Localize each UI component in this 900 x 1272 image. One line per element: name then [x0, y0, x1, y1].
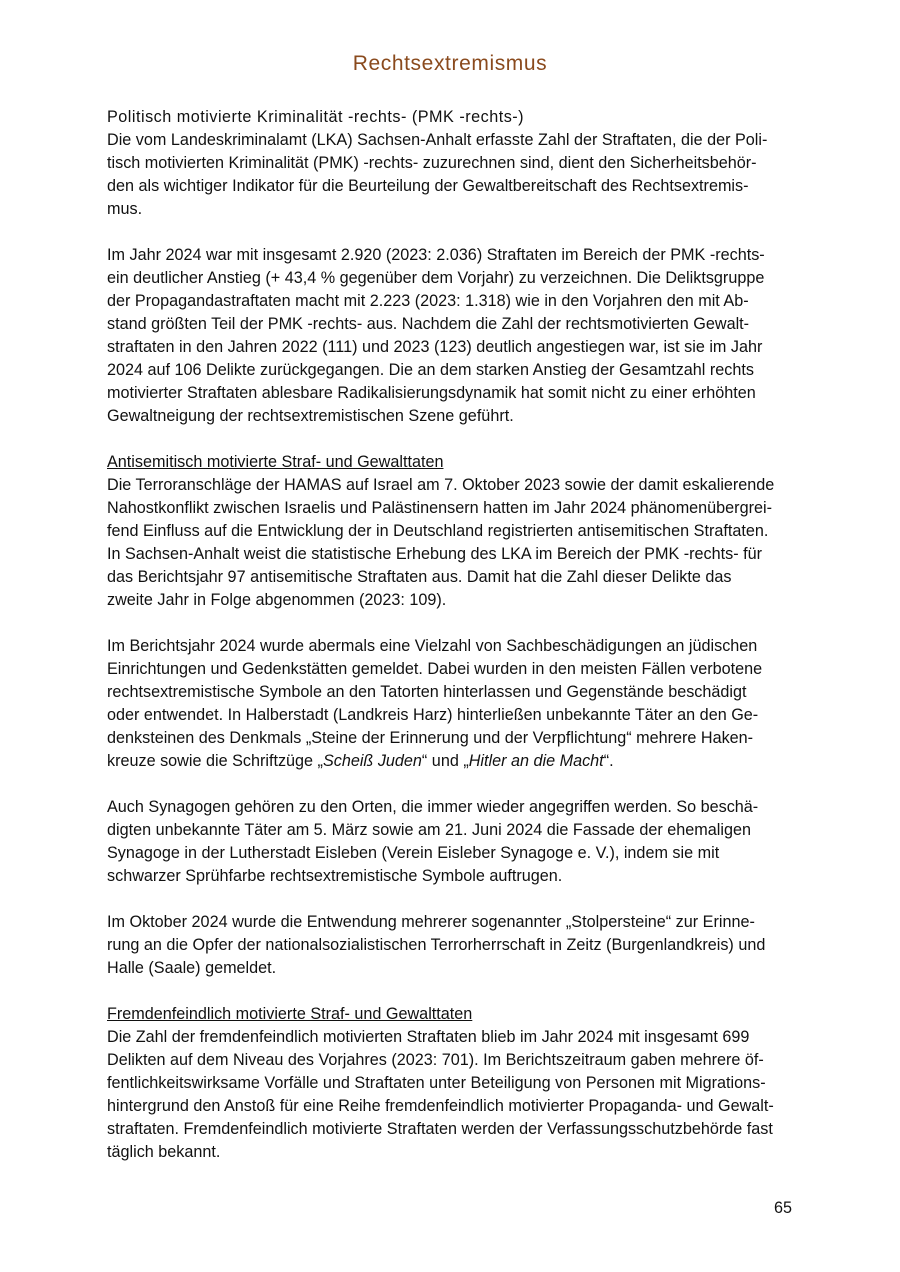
text-line: Die vom Landeskriminalamt (LKA) Sachsen-Anhalt erfasste Zahl der Straftaten, die der Poli- — [107, 131, 768, 149]
text-line: das Berichtsjahr 97 antisemitische Straftaten aus. Damit hat die Zahl dieser Delikte das — [107, 568, 732, 586]
text-line: Nahostkonflikt zwischen Israelis und Palästinensern hatten im Jahr 2024 phänomenübergrei- — [107, 499, 772, 517]
text-line: denksteinen des Denkmals „Steine der Erinnerung und der Verpflichtung“ mehrere Haken- — [107, 729, 754, 747]
text-line: Im Berichtsjahr 2024 wurde abermals eine Vielzahl von Sachbeschädigungen an jüdischen — [107, 637, 758, 655]
text-line: Im Oktober 2024 wurde die Entwendung mehrerer sogenannter „Stolpersteine“ zur Erinne- — [107, 913, 755, 931]
text-line: fend Einfluss auf die Entwicklung der in Deutschland registrierten antisemitischen Straftaten. — [107, 522, 769, 540]
quote-hitler: Hitler an die Macht — [468, 752, 604, 770]
text-line: tisch motivierten Kriminalität (PMK) -rechts- zuzurechnen sind, dient den Sicherheitsbehör- — [107, 154, 757, 172]
text-line: straftaten. Fremdenfeindlich motivierte Straftaten werden der Verfassungsschutzbehörde fast — [107, 1120, 773, 1138]
page-number: 65 — [773, 1199, 792, 1217]
text-line: rechtsextremistische Symbole an den Tatorten hinterlassen und Gegenstände beschädigt — [107, 683, 747, 701]
text-line: Einrichtungen und Gedenkstätten gemeldet. Dabei wurden in den meisten Fällen verbotene — [107, 660, 763, 678]
quote-scheiss-juden: Scheiß Juden — [322, 752, 422, 770]
text-line: der Propagandastraftaten macht mit 2.223 (2023: 1.318) wie in den Vorjahren den mit Ab- — [107, 292, 749, 310]
text-line: zweite Jahr in Folge abgenommen (2023: 109). — [107, 591, 447, 609]
section-label: Politisch motivierte Kriminalität -rechts- (PMK -rechts-) — [107, 108, 525, 126]
text-line: digten unbekannte Täter am 5. März sowie am 21. Juni 2024 die Fassade der ehemaligen — [107, 821, 751, 839]
text-line: 2024 auf 106 Delikte zurückgegangen. Die an dem starken Anstieg der Gesamtzahl rechts — [107, 361, 754, 379]
text-line: Die Terroranschläge der HAMAS auf Israel am 7. Oktober 2023 sowie der damit eskalierende — [107, 476, 775, 494]
quote-prefix: kreuze sowie die Schriftzüge „ — [107, 752, 323, 770]
text-line: täglich bekannt. — [107, 1143, 221, 1161]
page-content — [107, 106, 797, 1164]
text-line: Auch Synagogen gehören zu den Orten, die immer wieder angegriffen werden. So beschä- — [107, 798, 759, 816]
text-line: Im Jahr 2024 war mit insgesamt 2.920 (2023: 2.036) Straftaten im Bereich der PMK -rechts- — [107, 246, 765, 264]
text-line: fentlichkeitswirksame Vorfälle und Straftaten unter Beteiligung von Personen mit Migrations- — [107, 1074, 766, 1092]
paragraph-antisemitic-damage — [107, 635, 797, 773]
quote-middle: “ und „ — [421, 752, 469, 770]
text-line: rung an die Opfer der nationalsozialistischen Terrorherrschaft in Zeitz (Burgenlandkreis) und — [107, 936, 766, 954]
text-line: straftaten in den Jahren 2022 (111) und 2023 (123) deutlich angestiegen war, ist sie im Jahr — [107, 338, 763, 356]
text-line: In Sachsen-Anhalt weist die statistische Erhebung des LKA im Bereich der PMK -rechts- für — [107, 545, 763, 563]
text-line: Gewaltneigung der rechtsextremistischen Szene geführt. — [107, 407, 514, 425]
paragraph-xenophobic-overview — [107, 1026, 797, 1164]
text-line: motivierter Straftaten ablesbare Radikalisierungsdynamik hat somit nicht zu einer erhöhten — [107, 384, 756, 402]
text-line: stand größten Teil der PMK -rechts- aus. Nachdem die Zahl der rechtsmotivierten Gewalt- — [107, 315, 750, 333]
text-line: oder entwendet. In Halberstadt (Landkreis Harz) hinterließen unbekannte Täter an den Ge- — [107, 706, 759, 724]
text-line: ein deutlicher Anstieg (+ 43,4 % gegenüber dem Vorjahr) zu verzeichnen. Die Deliktsgruppe — [107, 269, 765, 287]
text-line: den als wichtiger Indikator für die Beurteilung der Gewaltbereitschaft des Rechtsextremis- — [107, 177, 749, 195]
paragraph-pmk-statistics — [107, 244, 797, 428]
text-line: hintergrund den Anstoß für eine Reihe fremdenfeindlich motivierter Propaganda- und Gewalt- — [107, 1097, 774, 1115]
text-line: Halle (Saale) gemeldet. — [107, 959, 277, 977]
text-line: Synagoge in der Lutherstadt Eisleben (Verein Eisleber Synagoge e. V.), indem sie mit — [107, 844, 720, 862]
quote-suffix: “. — [603, 752, 614, 770]
paragraph-antisemitic-stolpersteine — [107, 911, 797, 980]
text-line: Die Zahl der fremdenfeindlich motivierten Straftaten blieb im Jahr 2024 mit insgesamt 699 — [107, 1028, 750, 1046]
xenophobic-heading: Fremdenfeindlich motivierte Straf- und Gewalttaten — [107, 1005, 473, 1023]
text-line: schwarzer Sprühfarbe rechtsextremistische Symbole auftrugen. — [107, 867, 563, 885]
page-title: Rechtsextremismus — [352, 52, 548, 75]
text-line: Delikten auf dem Niveau des Vorjahres (2023: 701). Im Berichtszeitraum gaben mehrere öf- — [107, 1051, 764, 1069]
paragraph-pmk-intro — [107, 129, 797, 221]
text-line: mus. — [107, 200, 143, 218]
paragraph-antisemitic-synagogues — [107, 796, 797, 888]
antisemitic-heading: Antisemitisch motivierte Straf- und Gewalttaten — [107, 453, 444, 471]
paragraph-antisemitic-overview — [107, 474, 797, 612]
text-line-with-quotes — [107, 750, 797, 773]
